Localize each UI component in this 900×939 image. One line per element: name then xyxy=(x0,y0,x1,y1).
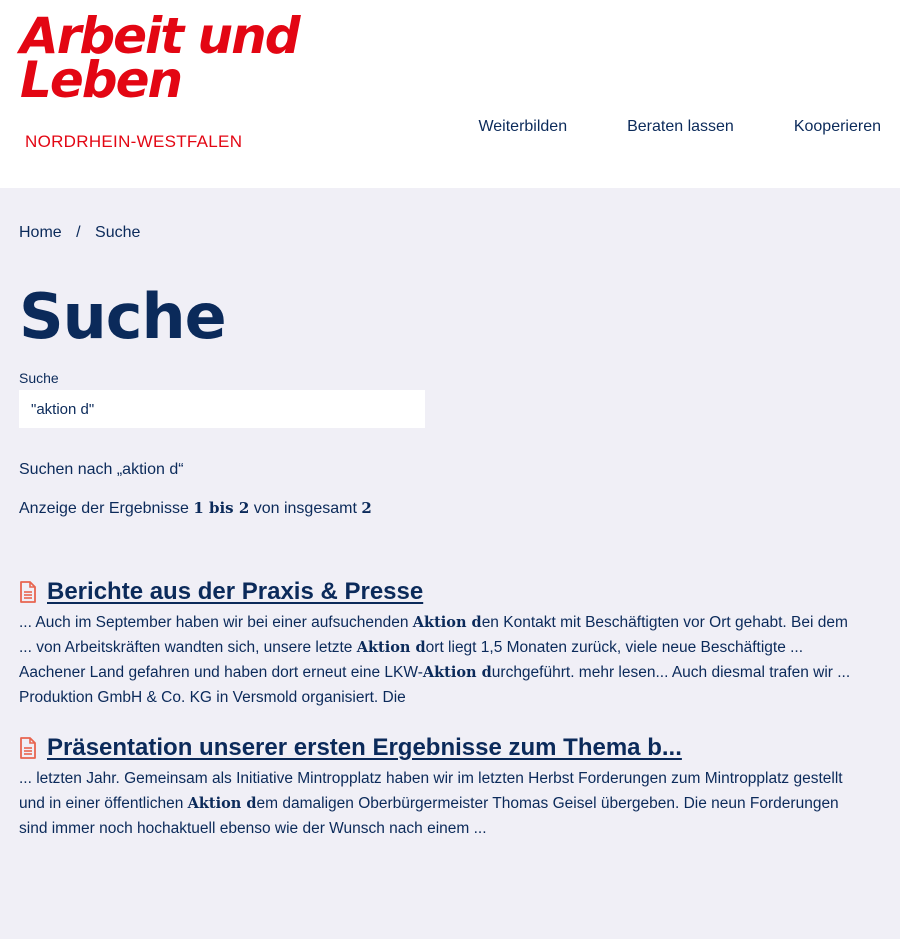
search-result xyxy=(19,578,881,710)
result-count xyxy=(19,499,881,518)
site-logo[interactable] xyxy=(20,7,299,152)
count-mid: von insgesamt xyxy=(249,500,362,517)
searched-for-text: Suchen nach „aktion d“ xyxy=(19,461,184,478)
count-range: 1 bis 2 xyxy=(193,499,250,517)
snippet-text: ort liegt 1,5 Monaten zurück, viele neue Beschäftigte ... Aachener Land gefahren und haben dort erneut eine LKW- xyxy=(19,639,804,681)
snippet-highlight: Aktion d xyxy=(422,664,492,681)
document-icon xyxy=(19,737,37,759)
snippet-text: ... Auch im September haben wir bei einer aufsuchenden xyxy=(19,614,413,631)
snippet-text: ... letzten Jahr. Gemeinsam als Initiative Mintropplatz haben wir im letzten Herbst Forderungen zum Mintropplatz gestellt und in einer öffentlichen xyxy=(19,770,843,812)
count-total: 2 xyxy=(361,499,372,517)
breadcrumb-current: Suche xyxy=(95,224,141,241)
snippet-text: urchgeführt. mehr lesen... Auch diesmal trafen wir ... Produktion GmbH & Co. KG in Versmold organisiert. Die xyxy=(19,664,851,706)
result-title-link[interactable]: Präsentation unserer ersten Ergebnisse zum Thema b... xyxy=(47,734,682,761)
logo-line-1: Arbeit und xyxy=(20,7,299,65)
result-title-row xyxy=(19,578,881,606)
main-content xyxy=(0,188,900,841)
snippet-highlight: Aktion d xyxy=(356,639,426,656)
logo-subtitle: NORDRHEIN-WESTFALEN xyxy=(25,132,243,151)
document-icon xyxy=(19,581,37,603)
site-header xyxy=(0,0,900,188)
result-title-link[interactable]: Berichte aus der Praxis & Presse xyxy=(47,578,424,605)
breadcrumb-home[interactable]: Home xyxy=(19,224,62,241)
nav-item-weiterbilden[interactable]: Weiterbilden xyxy=(478,118,568,135)
breadcrumb xyxy=(19,188,881,242)
page-title: Suche xyxy=(19,280,226,353)
count-prefix: Anzeige der Ergebnisse xyxy=(19,500,194,517)
snippet-text: en Kontakt mit Beschäftigten vor Ort gehabt. Bei dem ... von Arbeitskräften wandten sich, unsere letzte xyxy=(19,614,848,656)
snippet-highlight: Aktion d xyxy=(187,795,257,812)
breadcrumb-separator: / xyxy=(76,224,81,241)
search-label: Suche xyxy=(19,370,59,386)
snippet-text: em damaligen Oberbürgermeister Thomas Geisel übergeben. Die neun Forderungen sind immer noch hochaktuell ebenso wie der Wunsch nach einem ... xyxy=(19,795,839,837)
result-snippet xyxy=(19,766,864,841)
result-title-row xyxy=(19,734,881,762)
snippet-highlight: Aktion d xyxy=(412,614,482,631)
main-nav xyxy=(478,118,881,136)
search-result xyxy=(19,734,881,841)
logo-line-2: Leben xyxy=(20,51,182,109)
result-snippet xyxy=(19,610,864,710)
nav-item-beraten-lassen[interactable]: Beraten lassen xyxy=(627,118,734,135)
nav-item-kooperieren[interactable]: Kooperieren xyxy=(793,118,881,135)
search-input[interactable] xyxy=(19,390,425,428)
